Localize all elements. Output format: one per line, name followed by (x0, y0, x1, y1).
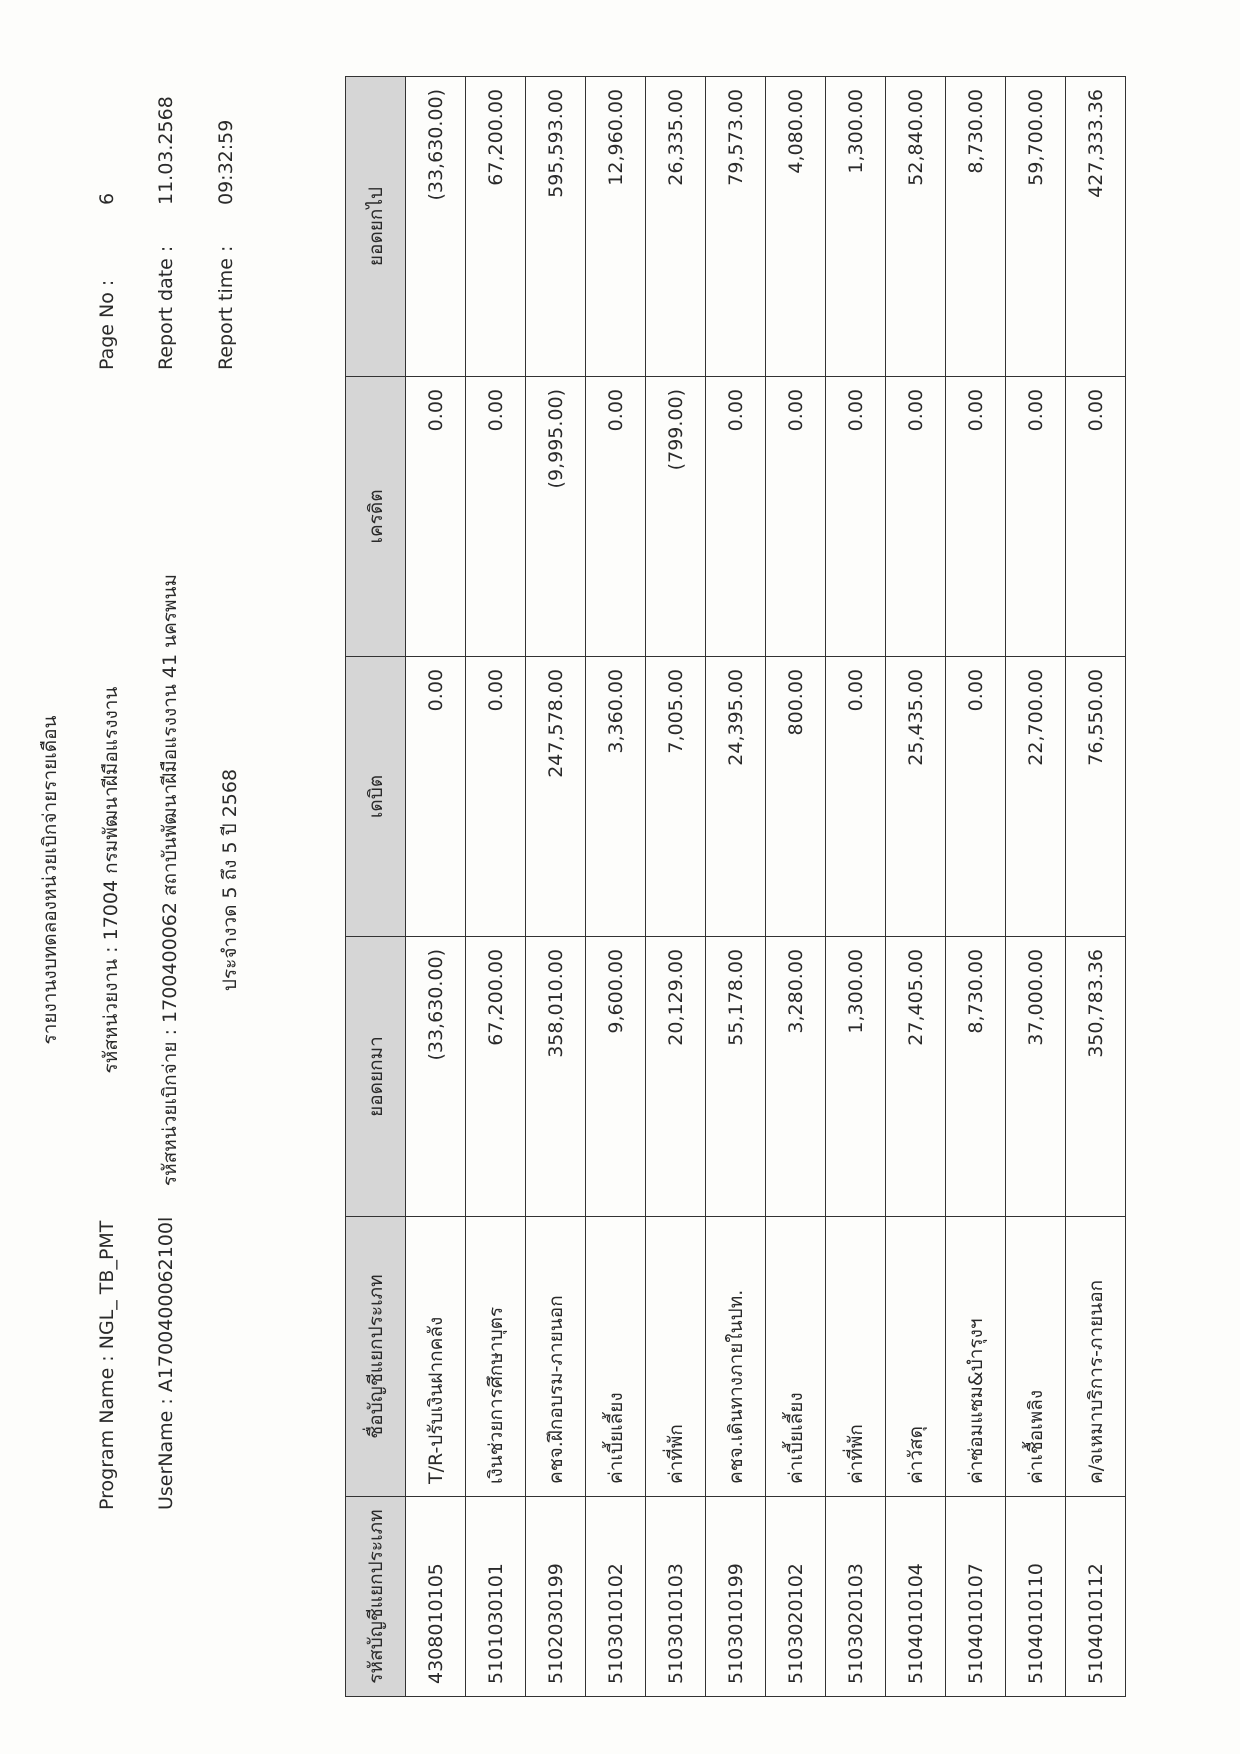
col-header-credit: เครดิต (346, 377, 406, 657)
credit: 0.00 (1006, 377, 1066, 657)
col-header-debit: เดบิต (346, 657, 406, 937)
debit: 22,700.00 (1006, 657, 1066, 937)
account-name: ค่าซ่อมแซม&บำรุงฯ (946, 1217, 1006, 1497)
opening-balance: 9,600.00 (586, 937, 646, 1217)
account-name: ค/จเหมาบริการ-ภายนอก (1066, 1217, 1126, 1497)
closing-balance: 12,960.00 (586, 77, 646, 377)
credit: 0.00 (706, 377, 766, 657)
opening-balance: (33,630.00) (406, 937, 466, 1217)
account-name: เงินช่วยการศึกษาบุตร (466, 1217, 526, 1497)
account-name: คชจ.ฝึกอบรม-ภายนอก (526, 1217, 586, 1497)
closing-balance: (33,630.00) (406, 77, 466, 377)
debit: 247,578.00 (526, 657, 586, 937)
trial-balance-table (345, 76, 1126, 1697)
closing-balance: 67,200.00 (466, 77, 526, 377)
table-row (946, 77, 1006, 1697)
agency-code: รหัสหน่วยงาน : 17004 กรมพัฒนาฝีมือแรงงาน (100, 686, 122, 1074)
closing-balance: 595,593.00 (526, 77, 586, 377)
credit: 0.00 (1066, 377, 1126, 657)
table-row (586, 77, 646, 1697)
debit: 0.00 (406, 657, 466, 937)
opening-balance: 20,129.00 (646, 937, 706, 1217)
table-row (826, 77, 886, 1697)
closing-balance: 8,730.00 (946, 77, 1006, 377)
opening-balance: 67,200.00 (466, 937, 526, 1217)
closing-balance: 59,700.00 (1006, 77, 1066, 377)
opening-balance: 358,010.00 (526, 937, 586, 1217)
table-row (706, 77, 766, 1697)
closing-balance: 4,080.00 (766, 77, 826, 377)
opening-balance: 350,783.36 (1066, 937, 1126, 1217)
opening-balance: 1,300.00 (826, 937, 886, 1217)
user-name: UserName : A1700400062100l (155, 1216, 177, 1510)
col-header-opening-balance: ยอดยกมา (346, 937, 406, 1217)
credit: 0.00 (886, 377, 946, 657)
account-code: 5103010102 (586, 1497, 646, 1697)
program-name: Program Name : NGL_ TB_PMT (96, 1220, 118, 1510)
page-no-value: 6 (96, 192, 118, 205)
credit: 0.00 (586, 377, 646, 657)
account-code: 5103010103 (646, 1497, 706, 1697)
table-row (766, 77, 826, 1697)
debit: 25,435.00 (886, 657, 946, 937)
report-time-label: Report time : (215, 245, 237, 370)
opening-balance: 27,405.00 (886, 937, 946, 1217)
opening-balance: 8,730.00 (946, 937, 1006, 1217)
account-code: 5104010107 (946, 1497, 1006, 1697)
account-name: ค่าเบี้ยเลี้ยง (766, 1217, 826, 1497)
opening-balance: 55,178.00 (706, 937, 766, 1217)
opening-balance: 37,000.00 (1006, 937, 1066, 1217)
account-code: 5101030101 (466, 1497, 526, 1697)
closing-balance: 427,333.36 (1066, 77, 1126, 377)
debit: 24,395.00 (706, 657, 766, 937)
col-header-closing-balance: ยอดยกไป (346, 77, 406, 377)
account-code: 5104010110 (1006, 1497, 1066, 1697)
account-name: ค่าวัสดุ (886, 1217, 946, 1497)
table-row (1006, 77, 1066, 1697)
table-header-row (346, 77, 406, 1697)
debit: 0.00 (946, 657, 1006, 937)
account-code: 5102030199 (526, 1497, 586, 1697)
closing-balance: 52,840.00 (886, 77, 946, 377)
debit: 7,005.00 (646, 657, 706, 937)
disbursing-unit: รหัสหน่วยเบิกจ่าย : 1700400062 สถาบันพัฒนาฝีมือแรงงาน 41 นครพนม (159, 573, 181, 1187)
table-row (886, 77, 946, 1697)
account-code: 5104010112 (1066, 1497, 1126, 1697)
closing-balance: 79,573.00 (706, 77, 766, 377)
closing-balance: 1,300.00 (826, 77, 886, 377)
account-code: 5103020103 (826, 1497, 886, 1697)
credit: 0.00 (406, 377, 466, 657)
credit: 0.00 (826, 377, 886, 657)
debit: 76,550.00 (1066, 657, 1126, 937)
credit: (799.00) (646, 377, 706, 657)
account-name: ค่าเบี้ยเลี้ยง (586, 1217, 646, 1497)
credit: 0.00 (466, 377, 526, 657)
report-date-value: 11.03.2568 (155, 96, 177, 205)
col-header-account-name: ชื่อบัญชีแยกประเภท (346, 1217, 406, 1497)
table-row (1066, 77, 1126, 1697)
debit: 3,360.00 (586, 657, 646, 937)
col-header-account-code: รหัสบัญชีแยกประเภท (346, 1497, 406, 1697)
credit: 0.00 (946, 377, 1006, 657)
account-name: ค่าที่พัก (646, 1217, 706, 1497)
account-name: T/R-ปรับเงินฝากคลัง (406, 1217, 466, 1497)
account-name: ค่าที่พัก (826, 1217, 886, 1497)
closing-balance: 26,335.00 (646, 77, 706, 377)
page-no-label: Page No : (96, 279, 118, 370)
account-code: 5103010199 (706, 1497, 766, 1697)
debit: 800.00 (766, 657, 826, 937)
account-code: 5103020102 (766, 1497, 826, 1697)
credit: 0.00 (766, 377, 826, 657)
report-period: ประจำงวด 5 ถึง 5 ปี 2568 (219, 768, 241, 992)
table-row (646, 77, 706, 1697)
account-name: คชจ.เดินทางภายในปท. (706, 1217, 766, 1497)
table-row (526, 77, 586, 1697)
report-title: รายงานงบทดลองหน่วยเบิกจ่ายรายเดือน (39, 715, 61, 1045)
account-code: 4308010105 (406, 1497, 466, 1697)
table-row (466, 77, 526, 1697)
account-name: ค่าเชื้อเพลิง (1006, 1217, 1066, 1497)
debit: 0.00 (826, 657, 886, 937)
account-code: 5104010104 (886, 1497, 946, 1697)
report-time-value: 09:32:59 (215, 119, 237, 205)
credit: (9,995.00) (526, 377, 586, 657)
rotated-report-page (0, 30, 1190, 1730)
debit: 0.00 (466, 657, 526, 937)
report-date-label: Report date : (155, 245, 177, 370)
opening-balance: 3,280.00 (766, 937, 826, 1217)
table-row (406, 77, 466, 1697)
